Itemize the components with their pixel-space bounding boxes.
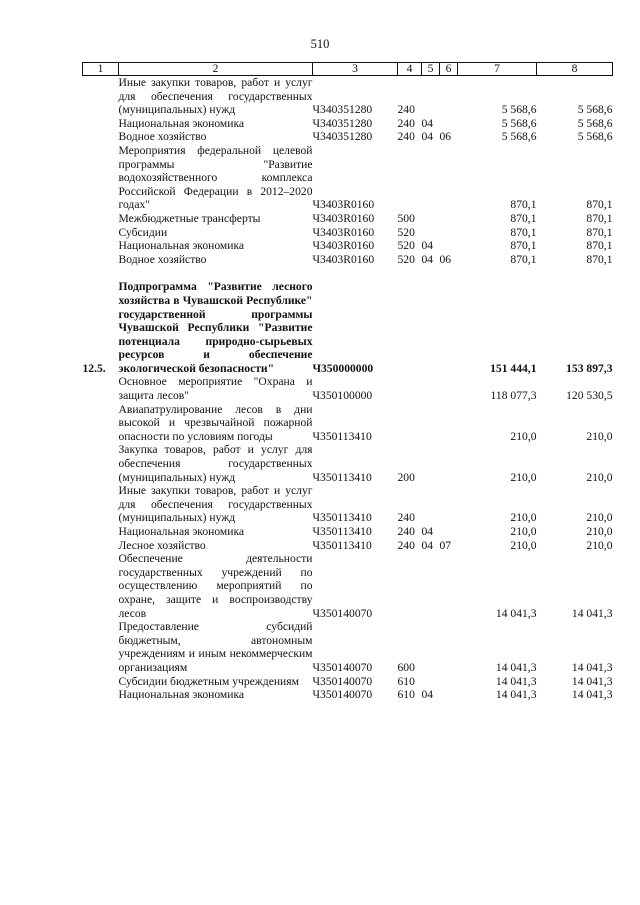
- row-expense-type: 240: [397, 511, 415, 525]
- row-amount-2: 210,0: [586, 511, 613, 525]
- row-number: [83, 675, 119, 689]
- row-expense-type: [398, 375, 422, 402]
- row-code: Ч350000000: [312, 361, 374, 375]
- row-number: [83, 130, 119, 144]
- row-amount-2: 14 041,3: [571, 606, 613, 620]
- table-row: [83, 144, 613, 212]
- row-code: Ч350140070: [312, 688, 373, 702]
- row-subsection: [440, 117, 458, 131]
- row-subsection: [440, 239, 458, 253]
- table-row: [83, 117, 613, 131]
- row-amount-2: 870,1: [586, 239, 613, 253]
- row-number: [83, 226, 119, 240]
- row-code: Ч350113410: [312, 470, 372, 484]
- row-expense-type: 520: [397, 252, 415, 266]
- row-expense-type: 240: [397, 103, 415, 117]
- table-row: [83, 76, 613, 117]
- table-body: [83, 76, 613, 702]
- row-code: Ч340351280: [312, 130, 373, 144]
- row-code: Ч340351280: [312, 103, 373, 117]
- row-number: [83, 239, 119, 253]
- table-row: [83, 552, 613, 620]
- row-expense-type: 240: [397, 116, 415, 130]
- row-code: Ч350113410: [312, 511, 372, 525]
- row-section: [422, 375, 440, 402]
- row-section: 04: [421, 538, 434, 552]
- row-amount-1: 5 568,6: [501, 130, 537, 144]
- table-row: [83, 525, 613, 539]
- row-section: [422, 675, 440, 689]
- row-number: [83, 525, 119, 539]
- row-section: 04: [421, 239, 434, 253]
- row-code: Ч350140070: [312, 674, 373, 688]
- row-expense-type: 600: [397, 660, 415, 674]
- table-row: [83, 212, 613, 226]
- row-name: Водное хозяйство: [118, 130, 207, 144]
- row-subsection: [440, 443, 458, 484]
- row-expense-type: [398, 403, 422, 444]
- column-header: 2: [119, 63, 313, 76]
- row-expense-type: [398, 280, 422, 375]
- row-code: Ч350100000: [312, 389, 373, 403]
- row-amount-1: 14 041,3: [495, 674, 537, 688]
- row-amount-2: 5 568,6: [577, 116, 613, 130]
- row-subsection: [440, 212, 458, 226]
- table-row: [83, 226, 613, 240]
- column-number-header: [83, 63, 613, 76]
- row-code: Ч350113410: [312, 525, 372, 538]
- column-header: 1: [83, 63, 119, 76]
- row-expense-type: 240: [397, 130, 415, 144]
- row-subsection: [440, 552, 458, 620]
- row-name: Национальная экономика: [118, 525, 245, 538]
- row-expense-type: 200: [397, 470, 415, 484]
- row-code: Ч350140070: [312, 606, 373, 620]
- row-amount-1: 870,1: [510, 211, 537, 225]
- row-subsection: [440, 144, 458, 212]
- row-number: [83, 403, 119, 444]
- row-amount-1: 210,0: [510, 538, 537, 552]
- row-section: [422, 280, 440, 375]
- row-amount-2: 870,1: [586, 225, 613, 239]
- row-amount-1: 14 041,3: [495, 660, 537, 674]
- row-name: Обеспечение деятельности государственных учреждений по осуществлению мероприятий по охране, защите и воспроизводству лесов: [118, 552, 313, 620]
- row-amount-1: 5 568,6: [501, 116, 537, 130]
- row-amount-1: 210,0: [510, 470, 537, 484]
- row-name: Закупка товаров, работ и услуг для обеспечения государственных (муниципальных) нужд: [118, 443, 313, 484]
- row-expense-type: 610: [397, 688, 415, 702]
- row-subsection: [440, 280, 458, 375]
- row-name: Субсидии бюджетным учреждениям: [118, 674, 299, 688]
- row-subsection: [440, 403, 458, 444]
- row-section: [422, 620, 440, 674]
- row-section: [422, 144, 440, 212]
- row-number: [83, 620, 119, 674]
- row-section: 04: [421, 252, 434, 266]
- row-code: Ч3403R0160: [312, 239, 375, 253]
- row-amount-2: 14 041,3: [571, 660, 613, 674]
- row-subsection: [440, 525, 458, 539]
- row-section: [422, 212, 440, 226]
- row-code: Ч3403R0160: [312, 225, 375, 239]
- row-expense-type: 500: [397, 211, 415, 225]
- row-amount-2: 14 041,3: [571, 674, 613, 688]
- row-amount-2: 14 041,3: [571, 688, 613, 702]
- column-header: 8: [537, 63, 613, 76]
- row-section: [422, 552, 440, 620]
- row-code: Ч3403R0160: [312, 252, 375, 266]
- row-number: 12.5.: [82, 361, 106, 375]
- row-section: [422, 403, 440, 444]
- row-section: 04: [421, 116, 434, 130]
- table-row: [83, 130, 613, 144]
- row-number: [83, 552, 119, 620]
- row-name: Мероприятия федеральной целевой программы "Развитие водохозяйственного комплекса Российской Федерации в 2012–2020 годах": [118, 143, 313, 212]
- row-amount-2: 5 568,6: [577, 130, 613, 144]
- row-expense-type: [398, 144, 422, 212]
- row-subsection: 06: [439, 130, 452, 144]
- row-amount-1: 14 041,3: [495, 688, 537, 702]
- budget-table: [82, 62, 613, 702]
- row-name: Национальная экономика: [118, 239, 245, 253]
- row-subsection: 07: [439, 538, 452, 552]
- row-name: Иные закупки товаров, работ и услуг для обеспечения государственных (муниципальных) нужд: [118, 484, 313, 525]
- table-row: [83, 675, 613, 689]
- row-name: Водное хозяйство: [118, 252, 207, 266]
- row-code: Ч3403R0160: [312, 198, 375, 212]
- row-name: Межбюджетные трансферты: [118, 211, 261, 225]
- row-amount-1: 870,1: [510, 225, 537, 239]
- row-name: Национальная экономика: [118, 688, 245, 702]
- row-number: [83, 375, 119, 402]
- row-number: [83, 144, 119, 212]
- table-row: [83, 539, 613, 553]
- row-name: Иные закупки товаров, работ и услуг для обеспечения государственных (муниципальных) нужд: [118, 76, 313, 117]
- table-row: [83, 239, 613, 253]
- row-code: Ч3403R0160: [312, 211, 375, 225]
- row-amount-1: 14 041,3: [495, 606, 537, 620]
- row-number: [83, 117, 119, 131]
- row-amount-1: 210,0: [510, 525, 537, 538]
- row-amount-1: 870,1: [510, 239, 537, 253]
- row-number: [83, 76, 119, 117]
- table-row: [83, 620, 613, 674]
- table-row: [83, 375, 613, 402]
- row-subsection: [440, 688, 458, 702]
- table-row: [83, 253, 613, 267]
- row-expense-type: 610: [397, 674, 415, 688]
- row-amount-2: 5 568,6: [577, 103, 613, 117]
- row-amount-2: 870,1: [586, 198, 613, 212]
- row-subsection: [440, 675, 458, 689]
- row-section: [422, 484, 440, 525]
- row-amount-1: 210,0: [510, 429, 537, 443]
- row-amount-2: 870,1: [586, 211, 613, 225]
- row-number: [83, 212, 119, 226]
- table-row: [83, 443, 613, 484]
- row-subsection: [440, 226, 458, 240]
- row-expense-type: [398, 552, 422, 620]
- row-subsection: [440, 76, 458, 117]
- row-amount-2: 210,0: [586, 470, 613, 484]
- row-amount-2: 210,0: [586, 538, 613, 552]
- row-expense-type: 520: [397, 225, 415, 239]
- row-section: [422, 226, 440, 240]
- row-amount-2: 153 897,3: [566, 361, 613, 375]
- table-row: [83, 280, 613, 375]
- row-subsection: [440, 375, 458, 402]
- row-section: [422, 76, 440, 117]
- row-amount-1: 870,1: [510, 198, 537, 212]
- row-code: Ч350140070: [312, 660, 373, 674]
- row-section: [422, 443, 440, 484]
- row-section: 04: [421, 688, 434, 702]
- row-number: [83, 688, 119, 702]
- row-name: Авиапатрулирование лесов в дни высокой и чрезвычайной пожарной опасности по условиям погоды: [118, 402, 313, 443]
- table-row: [83, 403, 613, 444]
- column-header: 4: [398, 63, 422, 76]
- row-amount-1: 118 077,3: [490, 389, 537, 403]
- row-name: Предоставление субсидий бюджетным, автономным учреждениям и иным некоммерческим организациям: [118, 620, 313, 674]
- row-expense-type: 240: [397, 525, 415, 538]
- column-header: 6: [440, 63, 458, 76]
- row-expense-type: 520: [397, 239, 415, 253]
- row-subsection: [440, 484, 458, 525]
- row-amount-1: 5 568,6: [501, 103, 537, 117]
- row-code: Ч350113410: [312, 538, 372, 552]
- column-header: 3: [313, 63, 398, 76]
- row-number: [83, 539, 119, 553]
- row-name: Субсидии: [118, 225, 168, 239]
- column-header: 7: [458, 63, 537, 76]
- row-subsection: [440, 620, 458, 674]
- table-row: [83, 688, 613, 702]
- row-name: Лесное хозяйство: [118, 538, 206, 552]
- column-header: 5: [422, 63, 440, 76]
- row-name: Национальная экономика: [118, 116, 245, 130]
- row-amount-2: 870,1: [586, 252, 613, 266]
- row-section: 04: [421, 130, 434, 144]
- spacer-row: [83, 266, 613, 280]
- table-row: [83, 484, 613, 525]
- row-name: Подпрограмма "Развитие лесного хозяйства в Чувашской Республике" государственной программы Чувашской Республики "Развитие потенциала природно-сырьевых ресурсов и обеспечение экологической безопасности": [118, 280, 313, 375]
- row-amount-2: 210,0: [586, 525, 613, 538]
- row-number: [83, 484, 119, 525]
- row-amount-1: 870,1: [510, 252, 537, 266]
- row-subsection: 06: [439, 252, 452, 266]
- row-amount-1: 151 444,1: [490, 361, 537, 375]
- row-number: [83, 443, 119, 484]
- row-amount-2: 120 530,5: [566, 389, 613, 403]
- row-section: 04: [421, 525, 434, 538]
- page-number: 510: [310, 37, 330, 51]
- row-amount-1: 210,0: [510, 511, 537, 525]
- row-name: Основное мероприятие "Охрана и защита лесов": [118, 375, 313, 403]
- row-amount-2: 210,0: [586, 429, 613, 443]
- row-number: [83, 253, 119, 267]
- row-code: Ч340351280: [312, 116, 373, 130]
- row-expense-type: 240: [397, 538, 415, 552]
- row-code: Ч350113410: [312, 429, 372, 443]
